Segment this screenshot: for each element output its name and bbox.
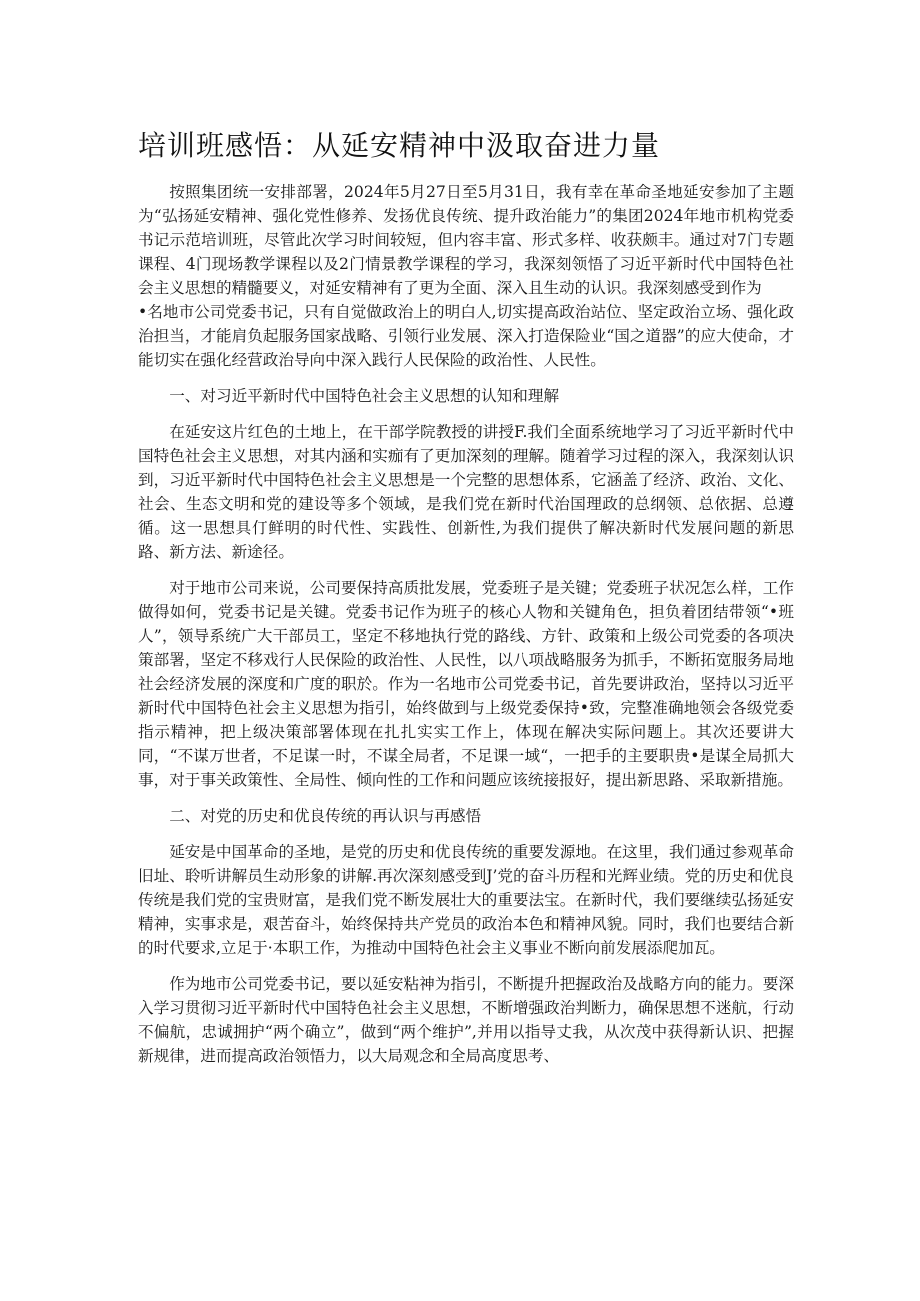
section-heading-1: 一、对习近平新时代中国特色社会主义思想的认知和理解 xyxy=(169,387,560,405)
spacer xyxy=(138,408,794,420)
spacer xyxy=(138,828,794,840)
spacer xyxy=(138,372,794,384)
section-heading-2: 二、对党的历史和优良传统的再认识与再感悟 xyxy=(169,807,482,825)
spacer xyxy=(138,960,794,972)
section2-paragraph: 延安是中国革命的圣地，是党的历史和优良传统的重要发源地。在这里，我们通过参观革命旧址、聆听讲解员生动形象的讲解.再次深刻感受到J’党的奋斗历程和光辉业绩。党的历史和优良传统是我们党的宝贵财富，是我们党不断发展壮大的重要法宝。在新时代，我们要继续弘扬延安精神，实事求是，艰苦奋斗，始终保持共产党员的政治本色和精神风貌。同时，我们也要结合新的时代要求,立足于·本职工作，为推动中国特色社会主义事业不断向前发展添爬加瓦。 xyxy=(138,843,794,957)
intro-paragraph: 按照集团统一安排部署，2024年5月27日至5月31日，我有幸在革命圣地延安参加了主题为“弘扬延安精神、强化党性修养、发扬优良传统、提升政治能力”的集团2024年地市机构党委书记示范培训班，尽管此次学习时间较短，但内容丰富、形式多样、收获颇丰。通过对7门专题课程、4门现场教学课程以及2门情景教学课程的学习，我深刻领悟了习近平新时代中国特色社会主义思想的精髓要义，对延安精神有了更为全面、深入且生动的认识。我深刻感受到作为 xyxy=(138,183,794,297)
section2-paragraph: 作为地市公司党委书记，要以延安粘神为指引，不断提升把握政治及战略方向的能力。要深入学习贯彻习近平新时代中国特色社会主义思想，不断增强政治判断力，确保思想不迷航，行动不偏航，忠诚拥护“两个确立”，做到“两个维护”,并用以指导丈我，从次茂中获得新认识、把握新规律，进而提高政治领悟力，以大局观念和全局高度思考、 xyxy=(138,975,794,1065)
section1-paragraph: 在延安这片红色的土地上，在干部学院教授的讲授F.我们全面系统地学习了习近平新时代中国特色社会主义思想，对其内涵和实痂有了更加深刻的理解。随着学习过程的深入，我深刻认识到，习近平新时代中国特色社会主义思想是一个完整的思想体系，它涵盖了经济、政治、文化、社会、生态文明和党的建设等多个领域，是我们党在新时代治国理政的总纲领、总依据、总遵循。这一思想具仃鲜明的时代性、实践性、创新性,为我们提供了解决新时代发展问题的新思路、新方法、新途径。 xyxy=(138,423,794,561)
document-body xyxy=(138,180,794,1068)
intro-paragraph-continued: •名地市公司党委书记，只有自觉做政治上的明白人,切实提高政治站位、坚定政治立场、强化政治担当，才能肩负起服务国家战略、引领行业发展、深入打造保险业“国之道器”的应大使命，才能切实在强化经营政治导向中深入践行人民保险的政治性、人民性。 xyxy=(138,303,794,369)
document-title: 培训班感悟：从延安精神中汲取奋进力量 xyxy=(138,129,661,162)
section1-paragraph: 对于地市公司来说，公司要保持高质批发展，党委班子是关键；党委班子状况怎么样，工作做得如何，党委书记是关键。党委书记作为班子的核心人物和关键角色，担负着团结带领“•班人”，领导系统广大干部员工，坚定不移地执行党的路线、方针、政策和上级公司党委的各项决策部署，坚定不移戏行人民保险的政治性、人民性，以八项战略服务为抓手，不断拓宽服务局地社会经济发展的深度和广度的职於。作为一名地市公司党委书记，首先要讲政治，坚持以习近平新时代中国特色社会主义思想为指引，始终做到与上级党委保持•致，完整准确地领会各级党委指示精神，把上级决策部署体现在扎扎实实工作上，体现在解决实际问题上。其次还要讲大同，“不谋万世者，不足谋一时，不谋全局者，不足课一域“，一把手的主要职贵•是谋全局抓大事，对于事关政策性、全局性、倾向性的工作和问题应该统接报好，提出新思路、采取新措施。 xyxy=(138,579,794,789)
spacer xyxy=(138,564,794,576)
spacer xyxy=(138,792,794,804)
